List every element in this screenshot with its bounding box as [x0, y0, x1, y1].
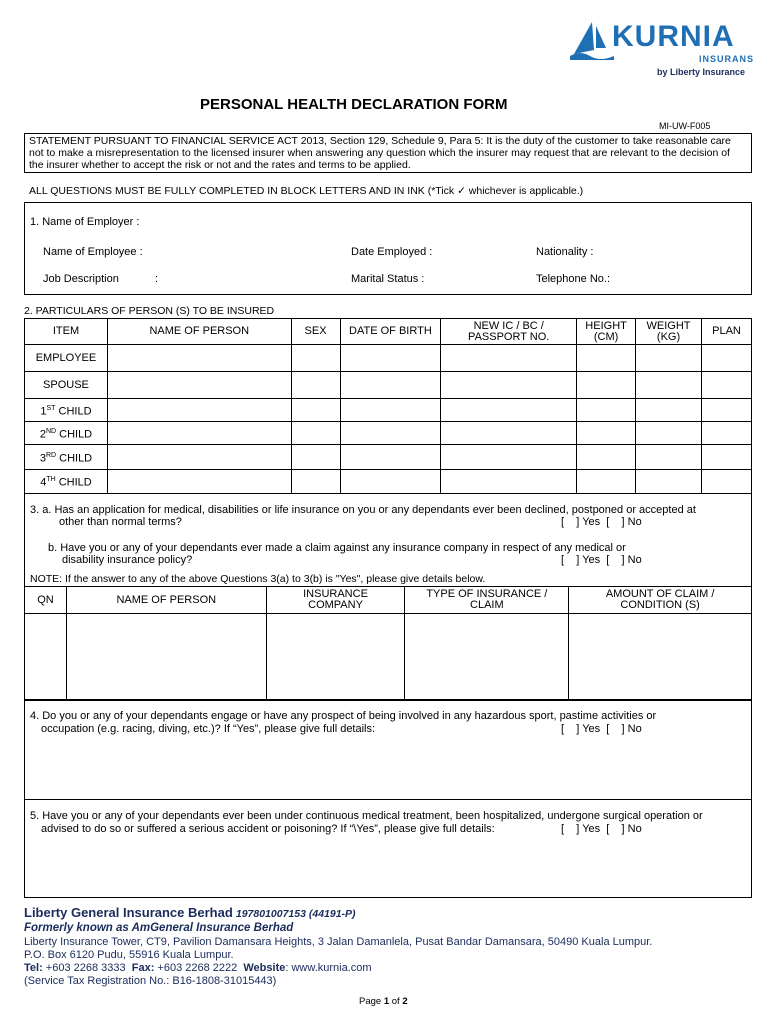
row-child-3	[25, 445, 108, 470]
tel-value: +603 2268 3333	[42, 962, 132, 974]
table-row	[25, 372, 752, 399]
fax-value: +603 2268 2222	[154, 962, 244, 974]
footer-address-1: Liberty Insurance Tower, CT9, Pavilion Damansara Heights, 3 Jalan Damanlela, Pusat Bandar Damansara, 50490 Kuala Lumpur.	[24, 936, 653, 948]
cell[interactable]	[702, 372, 752, 399]
tel-label: Tel:	[24, 962, 43, 974]
q3-note: NOTE: If the answer to any of the above Questions 3(a) to 3(b) is "Yes", please give details below.	[30, 573, 486, 585]
cell[interactable]	[291, 345, 340, 372]
col-type-2: CLAIM	[470, 599, 504, 611]
row-spouse: SPOUSE	[25, 372, 108, 399]
q3b-line1: b. Have you or any of your dependants ever made a claim against any insurance company in respect of any medical or	[48, 542, 626, 554]
col-name: NAME OF PERSON	[107, 319, 291, 345]
child2-word: CHILD	[56, 428, 93, 441]
col-ic-1: NEW IC / BC /	[473, 319, 544, 332]
cell[interactable]	[340, 445, 441, 470]
col-qn: QN	[25, 587, 67, 614]
cell[interactable]	[702, 445, 752, 470]
cell[interactable]	[107, 399, 291, 422]
web-value[interactable]: : www.kurnia.com	[285, 962, 372, 974]
cell[interactable]	[636, 372, 702, 399]
col-type-1: TYPE OF INSURANCE /	[426, 588, 548, 600]
col-dob: DATE OF BIRTH	[340, 319, 441, 345]
cell[interactable]	[441, 345, 577, 372]
cell[interactable]	[636, 422, 702, 445]
page-prefix: Page	[359, 996, 384, 1007]
col-amount-1: AMOUNT OF CLAIM /	[605, 588, 715, 600]
cell[interactable]	[340, 422, 441, 445]
employer-label: 1. Name of Employer :	[30, 216, 140, 228]
cell[interactable]	[291, 445, 340, 470]
table-row	[25, 422, 752, 445]
sail-wave-icon	[570, 20, 614, 60]
q4-yes-no[interactable]: [ ] Yes [ ] No	[561, 723, 642, 735]
footer-address-2: P.O. Box 6120 Pudu, 55916 Kuala Lumpur.	[24, 949, 234, 961]
page-current: 1	[383, 996, 390, 1007]
col-amount	[569, 587, 752, 614]
table-row	[25, 470, 752, 494]
child4-word: CHILD	[55, 476, 92, 489]
col-plan: PLAN	[702, 319, 752, 345]
cell[interactable]	[340, 470, 441, 494]
cell[interactable]	[107, 345, 291, 372]
col-item: ITEM	[25, 319, 108, 345]
row-employee: EMPLOYEE	[25, 345, 108, 372]
child3-num: 3	[39, 452, 46, 465]
cell[interactable]	[291, 422, 340, 445]
page-total: 2	[402, 996, 408, 1007]
col-company	[266, 587, 405, 614]
page-of: of	[389, 996, 403, 1007]
col-weight-2: (KG)	[656, 330, 681, 343]
cell[interactable]	[702, 345, 752, 372]
cell[interactable]	[441, 399, 577, 422]
cell[interactable]	[441, 372, 577, 399]
nationality-label: Nationality :	[536, 246, 594, 258]
form-code: MI-UW-F005	[659, 121, 711, 131]
q4-line2: occupation (e.g. racing, diving, etc.)? If “Yes”, please give full details:	[41, 723, 376, 735]
instructions: ALL QUESTIONS MUST BE FULLY COMPLETED IN BLOCK LETTERS AND IN INK (*Tick ✓ whichever is applicable.)	[29, 185, 584, 197]
col-height-2: (CM)	[593, 330, 619, 343]
cell[interactable]	[291, 399, 340, 422]
cell[interactable]	[107, 445, 291, 470]
cell[interactable]	[569, 614, 752, 701]
col-sex: SEX	[291, 319, 340, 345]
footer-contact	[24, 962, 372, 974]
q5-line2: advised to do so or suffered a serious accident or poisoning? If “\Yes”, please give full details:	[41, 823, 495, 835]
q5-yes-no[interactable]: [ ] Yes [ ] No	[561, 823, 642, 835]
q3b-line2: disability insurance policy?	[62, 554, 193, 566]
cell[interactable]	[441, 422, 577, 445]
col-type	[405, 587, 569, 614]
job-colon: :	[155, 273, 159, 285]
footer-company: Liberty General Insurance Berhad	[24, 905, 233, 920]
cell[interactable]	[702, 422, 752, 445]
cell[interactable]	[107, 422, 291, 445]
col-ic-2: PASSPORT NO.	[468, 330, 550, 343]
persons-table	[24, 318, 752, 494]
cell[interactable]	[636, 399, 702, 422]
cell[interactable]	[577, 422, 636, 445]
col-company-1: INSURANCE	[303, 588, 368, 600]
col-height-1: HEIGHT	[585, 319, 627, 332]
q3a-line2: other than normal terms?	[59, 516, 182, 528]
footer-reg: 197801007153 (44191-P)	[235, 908, 356, 920]
cell[interactable]	[441, 445, 577, 470]
col-height	[577, 319, 636, 345]
cell[interactable]	[291, 470, 340, 494]
cell[interactable]	[66, 614, 266, 701]
footer-company-line	[24, 905, 356, 920]
page-number	[359, 996, 408, 1007]
cell[interactable]	[702, 399, 752, 422]
cell[interactable]	[340, 399, 441, 422]
q3a-yes-no[interactable]: [ ] Yes [ ] No	[561, 516, 642, 528]
q4-line1: 4. Do you or any of your dependants engage or have any prospect of being involved in any hazardous sport, pastime activities or	[30, 710, 657, 722]
table-row	[25, 614, 752, 701]
job-label: Job Description	[43, 273, 119, 285]
date-employed-label: Date Employed :	[351, 246, 433, 258]
col-ic	[441, 319, 577, 345]
claims-table	[24, 586, 752, 701]
cell[interactable]	[577, 445, 636, 470]
fax-label: Fax:	[131, 962, 155, 974]
q3a-line1: 3. a. Has an application for medical, disabilities or life insurance on you or any dependants ever been declined, postponed or accepted at	[30, 504, 696, 516]
child2-sup: ND	[45, 427, 57, 435]
cell[interactable]	[266, 614, 405, 701]
cell[interactable]	[577, 372, 636, 399]
col-company-2: COMPANY	[308, 599, 363, 611]
marital-label: Marital Status :	[351, 273, 425, 285]
claims-header-row	[25, 587, 752, 614]
brand-by: by Liberty Insurance	[657, 67, 746, 77]
brand-sub: INSURANS	[699, 54, 755, 64]
cell[interactable]	[636, 445, 702, 470]
child3-word: CHILD	[56, 452, 93, 465]
cell[interactable]	[25, 614, 67, 701]
table-row	[25, 445, 752, 470]
cell[interactable]	[636, 345, 702, 372]
cell[interactable]	[636, 470, 702, 494]
cell[interactable]	[702, 470, 752, 494]
q5-line1: 5. Have you or any of your dependants ever been under continuous medical treatment, been hospitalized, undergone surgical operation or	[30, 810, 703, 822]
cell[interactable]	[441, 470, 577, 494]
child1-word: CHILD	[55, 405, 92, 418]
cell[interactable]	[405, 614, 569, 701]
section2-heading: 2. PARTICULARS OF PERSON (S) TO BE INSURED	[24, 305, 275, 317]
footer-tax: (Service Tax Registration No.: B16-1808-31015443)	[24, 975, 277, 987]
web-label: Website	[243, 962, 286, 974]
q3b-yes-no[interactable]: [ ] Yes [ ] No	[561, 554, 642, 566]
row-child-1	[25, 399, 108, 422]
footer-formerly: Formerly known as AmGeneral Insurance Berhad	[24, 922, 294, 934]
statement-box: STATEMENT PURSUANT TO FINANCIAL SERVICE ACT 2013, Section 129, Schedule 9, Para 5: It is the duty of the customer to take reasonable care not to make a misrepresentation to the licensed insurer when answering any question which the insurer may request that are relevant to the decision of the insurer whether to accept the risk or not and the rates and terms to be applied.	[24, 133, 752, 173]
cell[interactable]	[107, 372, 291, 399]
child2-num: 2	[39, 428, 46, 441]
col-weight-1: WEIGHT	[646, 319, 691, 332]
brand-logo	[566, 14, 755, 80]
page-title: PERSONAL HEALTH DECLARATION FORM	[200, 96, 508, 113]
employee-label: Name of Employee :	[43, 246, 143, 258]
cell[interactable]	[577, 399, 636, 422]
persons-header-row	[25, 319, 752, 345]
row-child-2	[25, 422, 108, 445]
col-amount-2: CONDITION (S)	[620, 599, 700, 611]
table-row	[25, 345, 752, 372]
child1-sup: ST	[46, 404, 56, 412]
col-weight	[636, 319, 702, 345]
child4-sup: TH	[46, 476, 56, 484]
cell[interactable]	[340, 345, 441, 372]
row-child-4	[25, 470, 108, 494]
cell[interactable]	[291, 372, 340, 399]
table-row	[25, 399, 752, 422]
cell[interactable]	[107, 470, 291, 494]
child3-sup: RD	[45, 451, 57, 459]
cell[interactable]	[340, 372, 441, 399]
child1-num: 1	[40, 405, 47, 418]
cell[interactable]	[577, 345, 636, 372]
telephone-label: Telephone No.:	[536, 273, 610, 285]
col-claim-name: NAME OF PERSON	[66, 587, 266, 614]
child4-num: 4	[40, 476, 47, 489]
brand-name: KURNIA	[612, 20, 735, 53]
cell[interactable]	[577, 470, 636, 494]
